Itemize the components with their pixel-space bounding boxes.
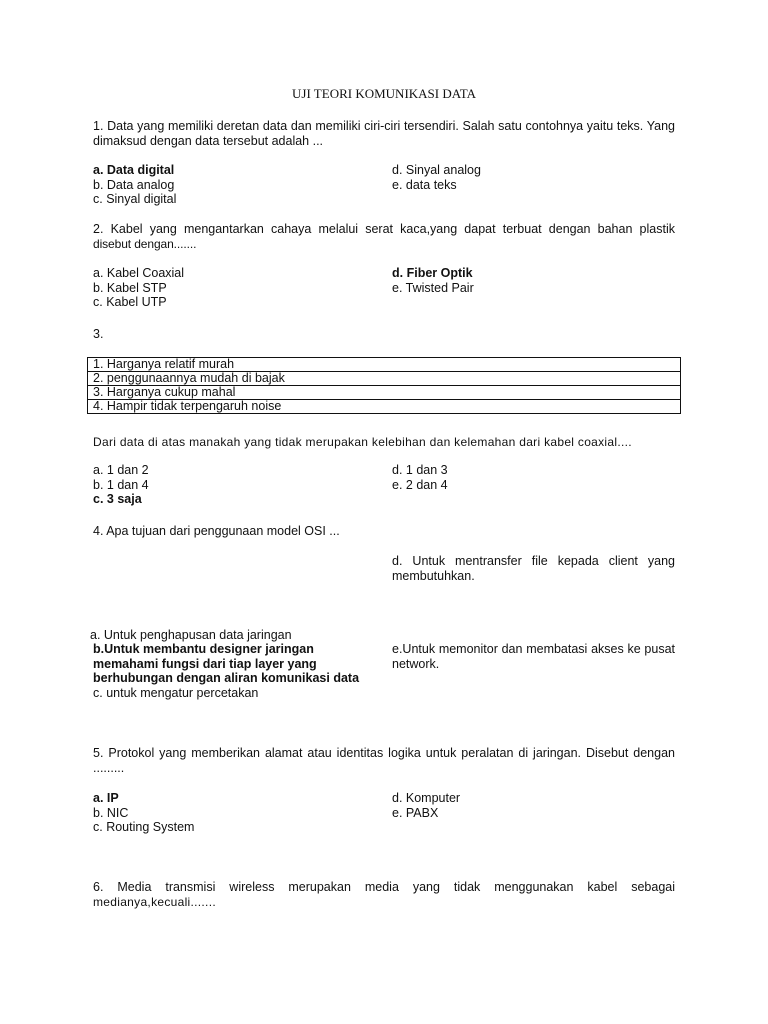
q5-options-left [93,791,378,835]
q2-option-d: d. Fiber Optik [392,266,473,280]
table-cell: 4. Hampir tidak terpengaruh noise [88,400,681,414]
q4-option-d: d. Untuk mentransfer file kepada client yang membutuhkan. [392,554,675,583]
question-1: 1. Data yang memiliki deretan data dan memiliki ciri-ciri tersendiri. Salah satu contohnya yaitu teks. Yang dimaksud dengan data tersebut adalah ... [93,119,675,148]
q5-option-b: b. NIC [93,805,129,820]
q5-option-a: a. IP [93,791,119,805]
q4-option-b-line3: berhubungan dengan aliran komunikasi data [93,671,360,686]
q5-option-e: e. PABX [392,805,439,820]
q2-option-b: b. Kabel STP [93,280,167,295]
q3-statements-table [87,357,681,414]
q3-options-left [93,463,378,507]
q4-option-b-line2: memahami fungsi dari tiap layer yang [93,656,317,671]
table-row [88,372,681,386]
q2-text-line1: 2. Kabel yang mengantarkan cahaya melalui serat kaca,yang dapat terbuat dengan bahan plastik [93,222,675,236]
question-3-number: 3. [93,327,104,341]
question-3-text: Dari data di atas manakah yang tidak merupakan kelebihan dan kelemahan dari kabel coaxial.... [93,435,632,449]
question-6 [93,880,675,909]
table-cell: 2. penggunaannya mudah di bajak [88,372,681,386]
q1-option-d: d. Sinyal analog [392,163,481,177]
q2-option-c: c. Kabel UTP [93,295,167,310]
q4-option-c: c. untuk mengatur percetakan [93,685,259,700]
page-title: UJI TEORI KOMUNIKASI DATA [292,86,476,101]
q5-option-d: d. Komputer [392,791,461,805]
q4-option-a: a. Untuk penghapusan data jaringan [90,628,292,642]
q3-option-c: c. 3 saja [93,492,142,507]
q4-option-b-line1: b.Untuk membantu designer jaringan [93,642,314,656]
question-5: 5. Protokol yang memberikan alamat atau identitas logika untuk peralatan di jaringan. Disebut dengan ......... [93,746,675,775]
q3-option-b: b. 1 dan 4 [93,477,149,492]
q5-options-right [392,791,675,820]
q2-option-e: e. Twisted Pair [392,280,474,295]
table-row [88,386,681,400]
q1-option-b: b. Data analog [93,177,175,192]
q4-options-left [93,642,383,700]
q1-option-c: c. Sinyal digital [93,192,177,207]
q1-options-right [392,163,675,192]
table-row [88,400,681,414]
q6-text-line2: medianya,kecuali....... [93,894,216,909]
q5-option-c: c. Routing System [93,820,195,835]
q3-options-right [392,463,675,492]
q1-options-left [93,163,378,207]
question-4: 4. Apa tujuan dari penggunaan model OSI ... [93,524,340,538]
q2-option-a: a. Kabel Coaxial [93,266,185,280]
q6-text-line1: 6. Media transmisi wireless merupakan media yang tidak menggunakan kabel sebagai [93,880,675,894]
table-row [88,358,681,372]
q2-options-right [392,266,675,295]
q2-text-line2: disebut dengan....... [93,236,197,251]
table-cell: 3. Harganya cukup mahal [88,386,681,400]
q2-options-left [93,266,378,310]
q1-option-a: a. Data digital [93,163,175,177]
q3-option-a: a. 1 dan 2 [93,463,149,477]
q1-option-e: e. data teks [392,177,457,192]
q3-option-d: d. 1 dan 3 [392,463,448,477]
q3-option-e: e. 2 dan 4 [392,477,448,492]
table-cell: 1. Harganya relatif murah [88,358,681,372]
question-2 [93,222,675,251]
q4-option-e: e.Untuk memonitor dan membatasi akses ke pusat network. [392,642,675,671]
